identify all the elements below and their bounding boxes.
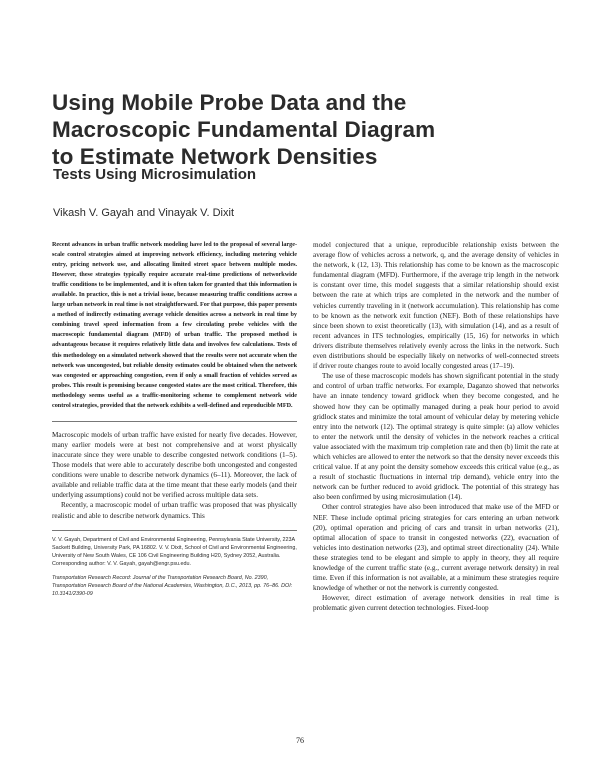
body-paragraph: However, direct estimation of average network densities in real time is problematic given current detection technologies. Fixed-loop — [313, 594, 559, 613]
title-line: Using Mobile Probe Data and the — [52, 90, 407, 115]
body-paragraph: Macroscopic models of urban traffic have existed for nearly five decades. However, many earlier models were at best not comprehensive and at worst physically inaccurate since they were unable to describe congested network conditions (1–5). Those models that were able to accurately describe both uncongested and congested conditions were unable to describe network dynamics (6–11). Moreover, the lack of available and reliable traffic data at the time meant that these early models (and their underlying assumptions) could not be verified across multiple data sets. — [52, 430, 297, 500]
title-line: to Estimate Network Densities — [52, 144, 378, 169]
abstract: Recent advances in urban traffic network modeling have led to the proposal of several large-scale control strategies aimed at improving network efficiency, including metering vehicle entry, pricing network use, and allocating limited street space between multiple modes. However, these strategies typically require accurate real-time predictions of networkwide traffic conditions to be implemented, and it is often taken for granted that this information is available. In practice, this is not a trivial issue, because measuring traffic conditions across a large urban network in real time is not straightforward. For that purpose, this paper presents a method of indirectly estimating average vehicle densities across a network in real time by combining travel speed information from a few circulating probe vehicles with the macroscopic fundamental diagram (MFD) of urban traffic. The proposed method is advantageous because it requires relatively little data and involves few calculations. Tests of this methodology on a simulated network showed that the results were not accurate when the network was uncongested, but reliable density estimates could be obtained when the network was congested or approaching congestion, even if only a small fraction of vehicles served as probes. This result is promising because congested states are the most critical. Therefore, this methodology seems useful as a traffic-monitoring scheme to complement network wide control strategies, provided that the network exhibits a well-defined and reproducible MFD. — [52, 242, 297, 409]
right-column — [313, 240, 559, 613]
article-title — [52, 89, 552, 170]
affiliation-note: V. V. Gayah, Department of Civil and Environmental Engineering, Pennsylvania State University, 223A Sackett Building, University Park, PA 16802. V. V. Dixit, School of Civil and Environmental Engineering, University of New South Wales, CE 106 Civil Engineering Building H20, Sydney 2052, Australia. Corresponding author: V. V. Gayah, gayah@engr.psu.edu. — [52, 536, 297, 567]
body-paragraph: Recently, a macroscopic model of urban traffic was proposed that was physically realistic and able to describe network dynamics. This — [52, 501, 297, 520]
abstract-divider — [52, 421, 297, 422]
body-paragraph: model conjectured that a unique, reproducible relationship exists between the average flow of vehicles across a network, q, and the average density of vehicles in the network, k (12, 13). This relationship has come to be known as the macroscopic fundamental diagram (MFD). Furthermore, if the average trip length in the network is constant over time, this model suggests that a similar relationship should exist between the rate at which trips are completed in the network and the number of vehicles currently traveling in it (network accumulation). This relationship has come to be known as the network exit function (NEF). Both of these relationships have since been shown to exist theoretically (13), with simulation (14), and as a result of recent advances in ITS technologies, empirically (15, 16) for networks in which drivers distribute themselves relatively evenly across the links in the network. Such even distributions should be especially likely on networks of well-connected streets if driver route changes route to avoid locally congested areas (17–19). — [313, 241, 559, 371]
body-paragraph: Other control strategies have also been introduced that make use of the MFD or NEF. These include optimal pricing strategies for cars entering an urban network (20), optimal operation and pricing of cars and transit in urban networks (21), optimal allocation of space to transit in congested networks (22), evacuation of vehicles into destination networks (23), and optimal street directionality (24). While these strategies tend to be elegant and simple to apply in theory, they all require knowledge of the current traffic state (e.g., current average network density) in real time. Even if this information is not available, at a minimum these strategies require knowledge of whether or not the network is currently congested. — [313, 503, 559, 593]
page-number: 76 — [296, 736, 304, 745]
author-list: Vikash V. Gayah and Vinayak V. Dixit — [53, 207, 235, 219]
article-subtitle: Tests Using Microsimulation — [53, 166, 257, 183]
title-line: Macroscopic Fundamental Diagram — [52, 117, 436, 142]
journal-citation: Transportation Research Record: Journal of the Transportation Research Board, No. 2390, Transportation Research Board of the National Academies, Washington, D.C., 2013, pp. 76–86. DOI: 10.3141/2390-09 — [52, 574, 293, 597]
footnote-divider — [52, 530, 297, 531]
left-column — [52, 240, 297, 598]
body-paragraph: The use of these macroscopic models has shown significant potential in the study and control of urban traffic networks. For example, Daganzo showed that networks have an innate tendency toward gridlock when they become congested, and he showed how they can be optimally managed during a peak hour period to avoid gridlock states and minimize the total amount of vehicular delay by metering vehicle entry into the network (12). The optimal strategy is quite simple: (a) allow vehicles to enter the network until the density of vehicles in the network reaches a critical value associated with the maximum trip completion rate and then (b) limit the rate at which vehicles are allowed to enter the network so that the density never exceeds this critical value. If at any point the density somehow exceeds this critical value (e.g., as a result of stochastic fluctuations in internal trip demand), vehicle entry into the network can be further reduced to avoid gridlock. The potential of this strategy has also been confirmed by using microsimulation (14). — [313, 372, 559, 502]
